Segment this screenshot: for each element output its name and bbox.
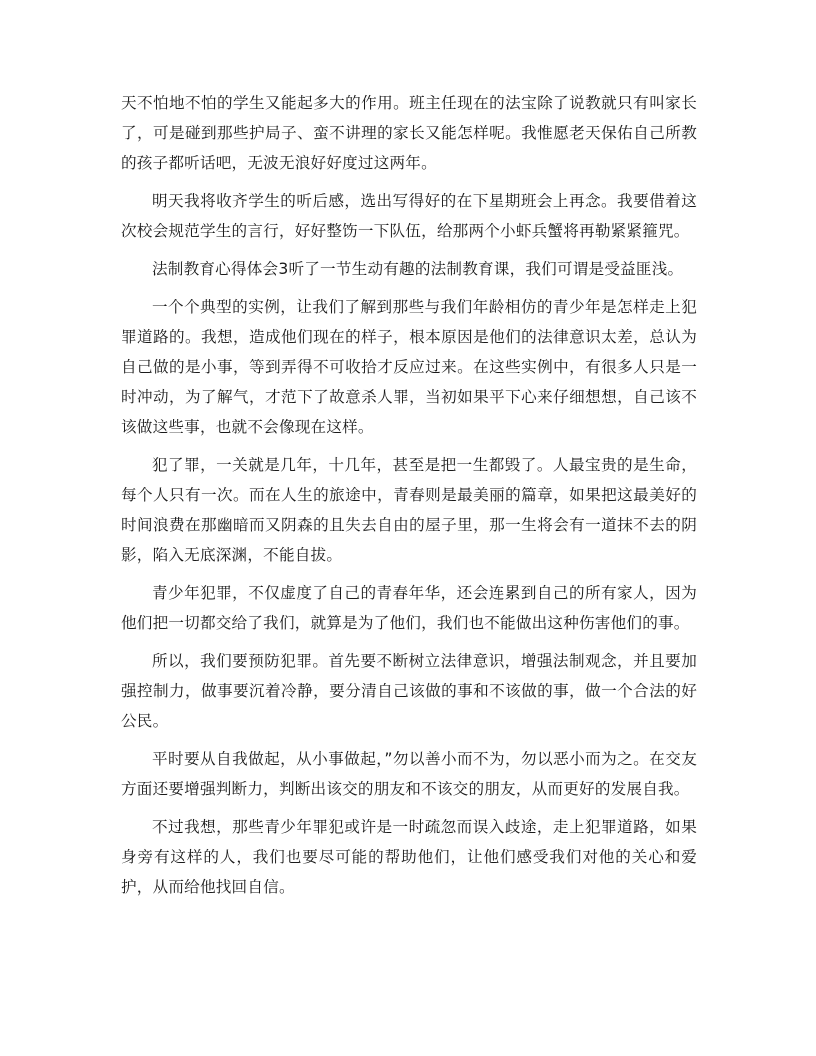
paragraph-7: 所以，我们要预防犯罪。首先要不断树立法律意识，增强法制观念，并且要加强控制力，做事要沉着冷静，要分清自己该做的事和不该做的事，做一个合法的好公民。 — [121, 652, 697, 730]
paragraph-6: 青少年犯罪，不仅虚度了自己的青春年华，还会连累到自己的所有家人，因为他们把一切都交给了我们，就算是为了他们，我们也不能做出这种伤害他们的事。 — [121, 584, 697, 632]
paragraph-8: 平时要从自我做起，从小事做起，”勿以善小而不为，勿以恶小而为之。在交友方面还要增强判断力，判断出该交的朋友和不该交的朋友，从而更好的发展自我。 — [121, 750, 697, 798]
document-body — [121, 88, 697, 910]
paragraph-1: 天不怕地不怕的学生又能起多大的作用。班主任现在的法宝除了说教就只有叫家长了，可是碰到那些护局子、蛮不讲理的家长又能怎样呢。我惟愿老天保佑自己所教的孩子都听话吧，无波无浪好好度过这两年。 — [121, 94, 697, 172]
paragraph-5: 犯了罪，一关就是几年，十几年，甚至是把一生都毁了。人最宝贵的是生命，每个人只有一次。而在人生的旅途中，青春则是最美丽的篇章，如果把这最美好的时间浪费在那幽暗而又阴森的且失去自由的屋子里，那一生将会有一道抹不去的阴影，陷入无底深渊，不能自拔。 — [121, 456, 697, 564]
paragraph-9: 不过我想，那些青少年罪犯或许是一时疏忽而误入歧途，走上犯罪道路，如果身旁有这样的人，我们也要尽可能的帮助他们，让他们感受我们对他的关心和爱护，从而给他找回自信。 — [121, 818, 697, 896]
paragraph-2: 明天我将收齐学生的听后感，选出写得好的在下星期班会上再念。我要借着这次校会规范学生的言行，好好整饬一下队伍，给那两个小虾兵蟹将再勒紧紧箍咒。 — [121, 192, 697, 240]
paragraph-3: 法制教育心得体会3听了一节生动有趣的法制教育课，我们可谓是受益匪浅。 — [152, 260, 684, 278]
paragraph-4: 一个个典型的实例，让我们了解到那些与我们年龄相仿的青少年是怎样走上犯罪道路的。我想，造成他们现在的样子，根本原因是他们的法律意识太差，总认为自己做的是小事，等到弄得不可收拾才反应过来。在这些实例中，有很多人只是一时冲动，为了解气，才范下了故意杀人罪，当初如果平下心来仔细想想，自己该不该做这些事，也就不会像现在这样。 — [121, 298, 697, 436]
